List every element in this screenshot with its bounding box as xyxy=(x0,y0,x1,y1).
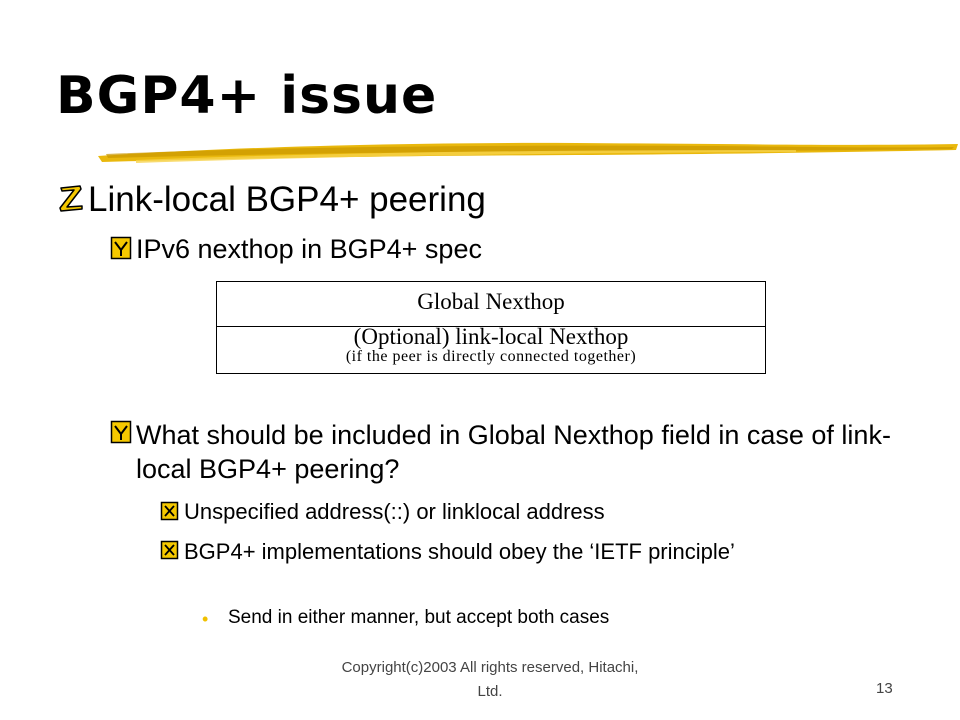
bullet-text: Unspecified address(::) or linklocal address xyxy=(184,499,605,524)
nexthop-field-diagram xyxy=(216,281,766,374)
copyright-footer: Copyright(c)2003 All rights reserved, Hitachi, Ltd. xyxy=(341,659,639,700)
global-nexthop-field: Global Nexthop xyxy=(217,282,765,327)
bullet-text: Link-local BGP4+ peering xyxy=(88,180,486,219)
x-box-bullet-icon xyxy=(160,538,180,562)
dot-bullet-icon: • xyxy=(202,609,209,629)
bullet-global-nexthop-question xyxy=(110,418,900,486)
slide-title: BGP4+ issue xyxy=(56,66,438,126)
brush-stroke-divider xyxy=(96,134,960,170)
bullet-unspecified-address xyxy=(160,499,605,525)
bullet-text: BGP4+ implementations should obey the ‘IETF principle’ xyxy=(184,539,735,564)
bullet-send-accept xyxy=(202,607,609,631)
bullet-text: IPv6 nexthop in BGP4+ spec xyxy=(136,234,482,264)
bullet-text: What should be included in Global Nexthop field in case of link-local BGP4+ peering? xyxy=(136,420,891,484)
linklocal-nexthop-field xyxy=(217,327,765,373)
linklocal-nexthop-label: (Optional) link-local Nexthop xyxy=(353,327,629,349)
y-box-bullet-icon xyxy=(110,234,132,262)
y-box-bullet-icon xyxy=(110,418,132,446)
z-box-bullet-icon xyxy=(58,180,84,214)
bullet-ipv6-nexthop-spec xyxy=(110,234,482,265)
linklocal-nexthop-note: (if the peer is directly connected together) xyxy=(345,348,637,365)
page-number: 13 xyxy=(876,680,893,697)
bullet-text: Send in either manner, but accept both cases xyxy=(228,607,610,628)
bullet-ietf-principle xyxy=(160,538,880,566)
x-box-bullet-icon xyxy=(160,499,180,523)
bullet-link-local-peering xyxy=(58,180,486,220)
